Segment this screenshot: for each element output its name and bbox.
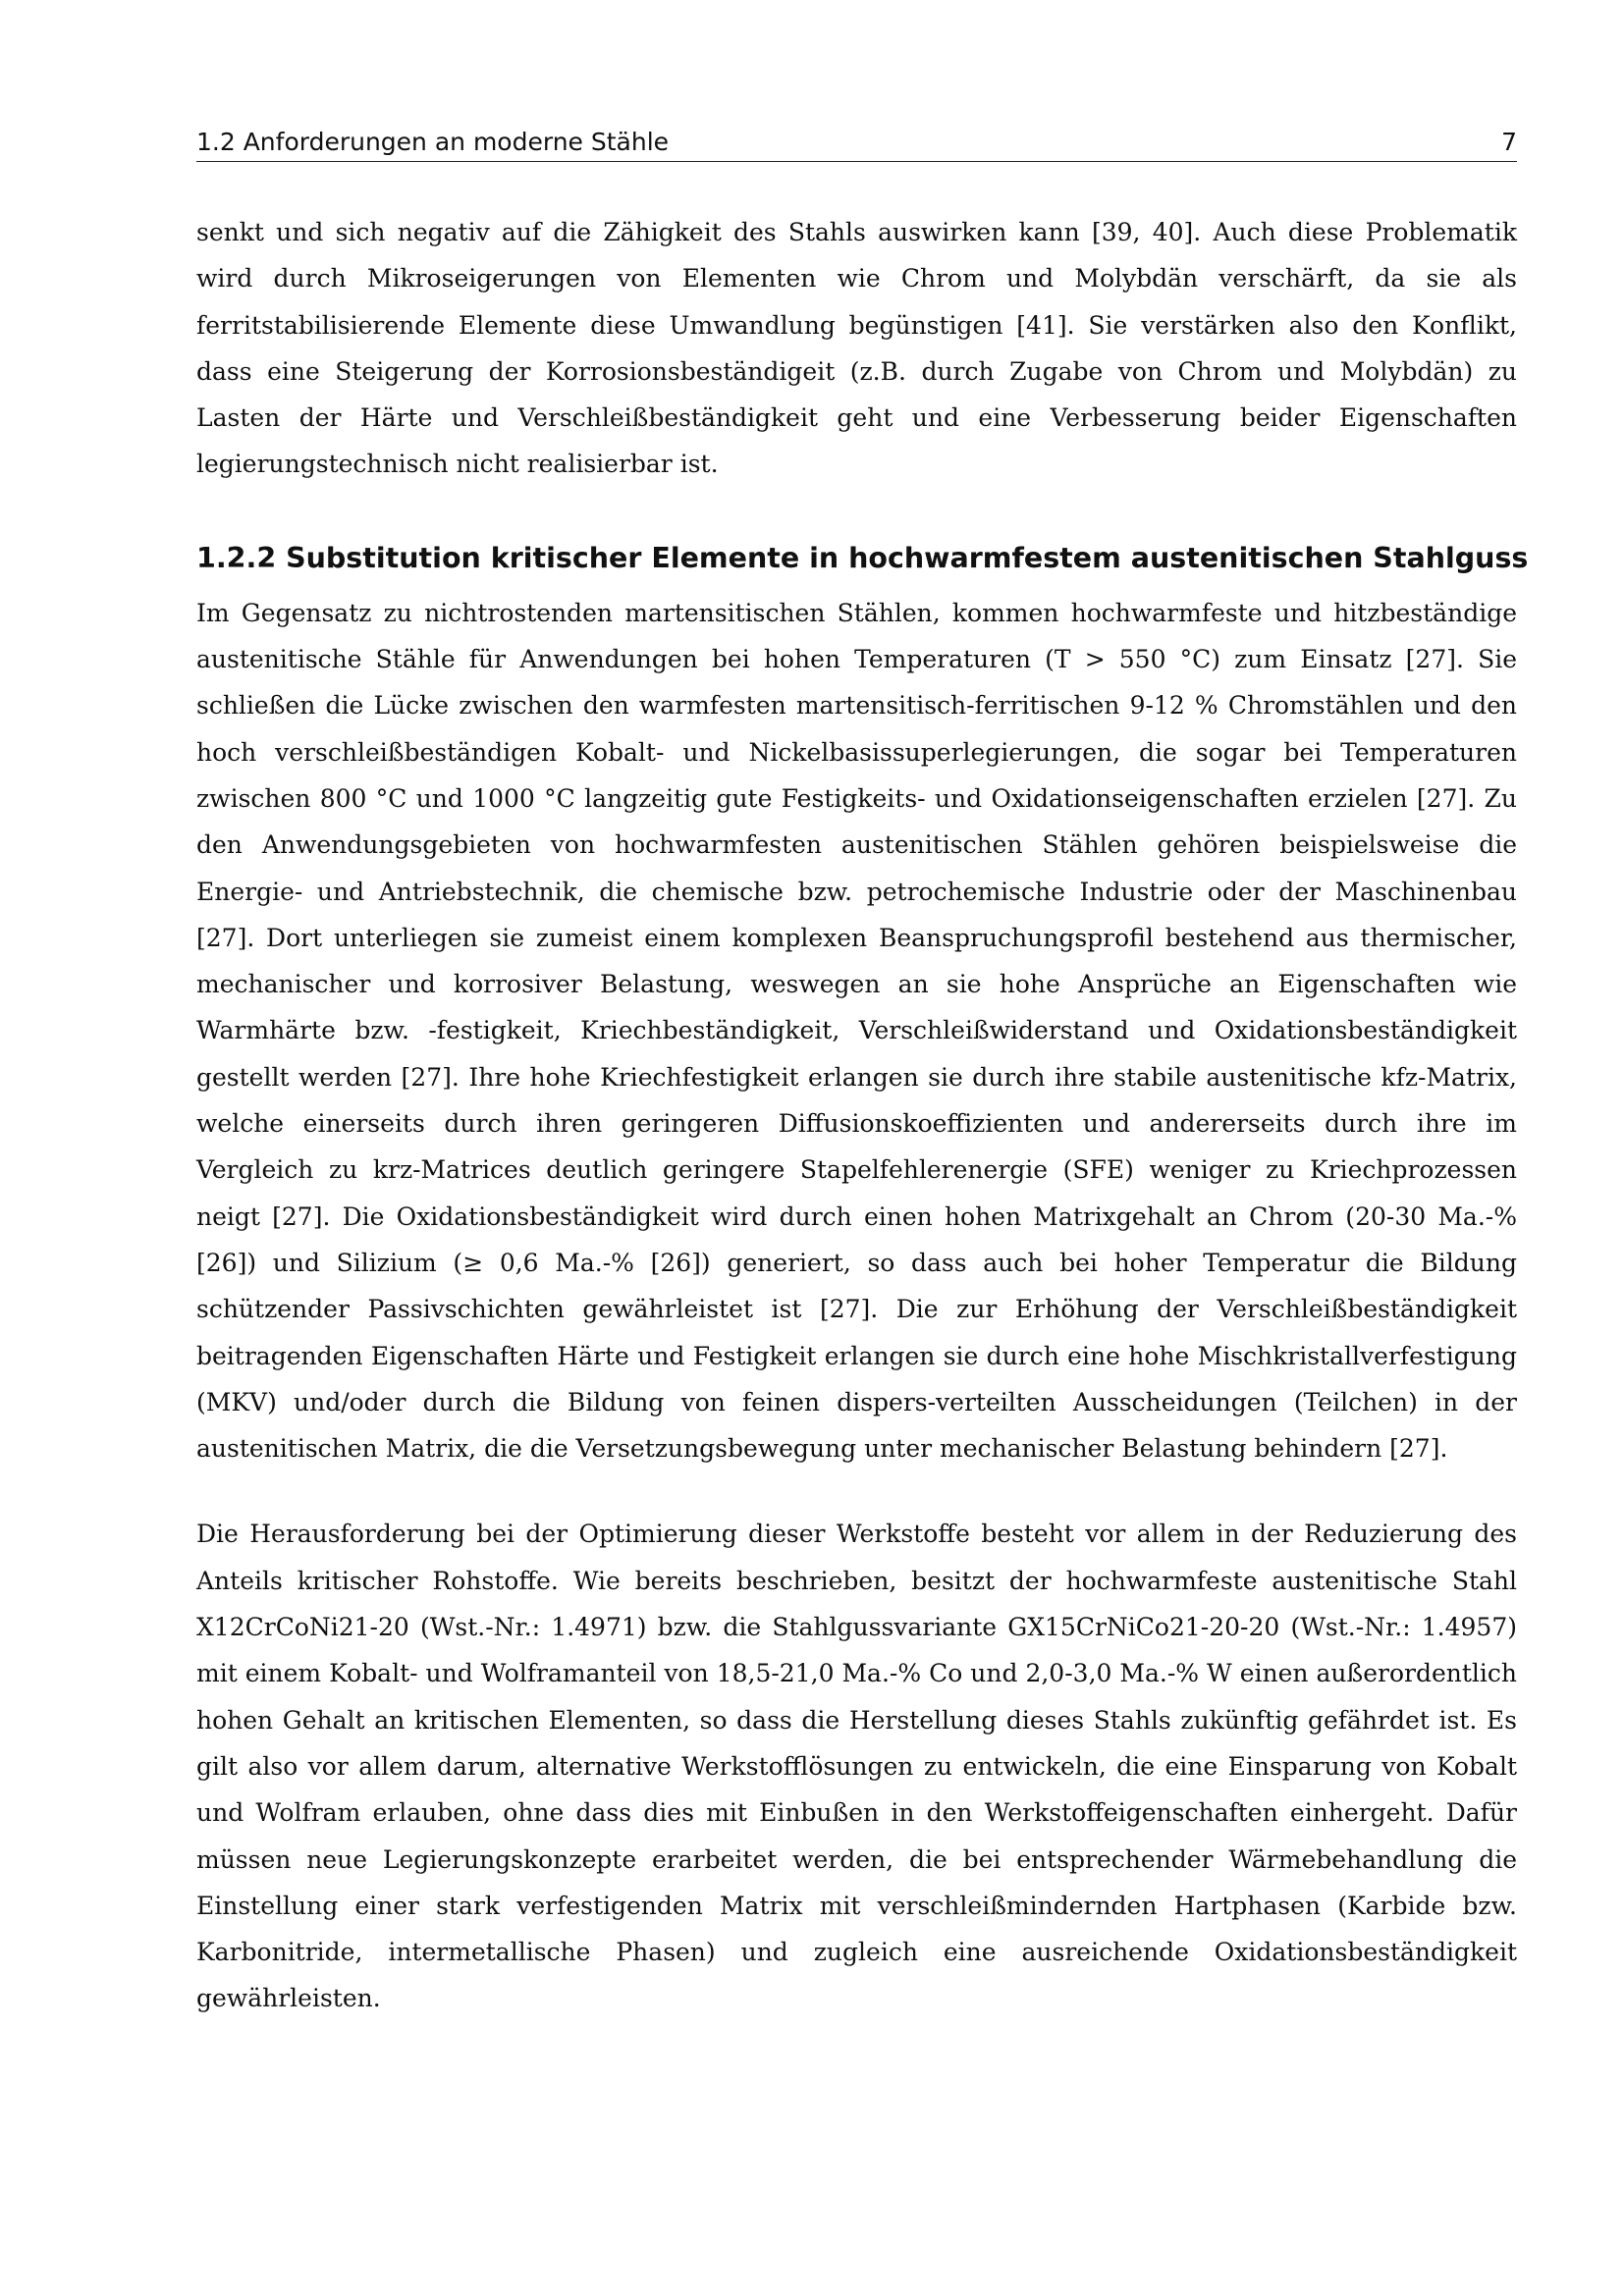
paragraph-section-1: Im Gegensatz zu nichtrostenden martensitischen Stählen, kommen hochwarmfeste und hitzbeständige austenitische Stähle für Anwendungen bei hohen Temperaturen (T > 550 °C) zum Einsatz [27]. Sie schließen die Lücke zwischen den warmfesten martensitisch-ferritischen 9-12 % Chromstählen und den hoch verschleißbeständigen Kobalt- und Nickelbasissuperlegierungen, die sogar bei Temperaturen zwischen 800 °C und 1000 °C langzeitig gute Festigkeits- und Oxidationseigenschaften erzielen [27]. Zu den Anwendungsgebieten von hochwarmfesten austenitischen Stählen gehören beispielsweise die Energie- und Antriebstechnik, die chemische bzw. petrochemische Industrie oder der Maschinenbau [27]. Dort unterliegen sie zumeist einem komplexen Beanspruchungsprofil bestehend aus thermischer, mechanischer und korrosiver Belastung, weswegen an sie hohe Ansprüche an Eigenschaften wie Warmhärte bzw. -festigkeit, Kriechbeständigkeit, Verschleißwiderstand und Oxidationsbeständigkeit gestellt werden [27]. Ihre hohe Kriechfestigkeit erlangen sie durch ihre stabile austenitische kfz-Matrix, welche einerseits durch ihren geringeren Diffusionskoeffizienten und andererseits durch ihre im Vergleich zu krz-Matrices deutlich geringere Stapelfehlerenergie (SFE) weniger zu Kriechprozessen neigt [27]. Die Oxidationsbeständigkeit wird durch einen hohen Matrixgehalt an Chrom (20-30 Ma.-% [26]) und Silizium (≥ 0,6 Ma.-% [26]) generiert, so dass auch bei hoher Temperatur die Bildung schützender Passivschichten gewährleistet ist [27]. Die zur Erhöhung der Verschleißbeständigkeit beitragenden Eigenschaften Härte und Festigkeit erlangen sie durch eine hohe Mischkristallverfestigung (MKV) und/oder durch die Bildung von feinen dispers-verteilten Ausscheidungen (Teilchen) in der austenitischen Matrix, die die Versetzungsbewegung unter mechanischer Belastung behindern [27]. (196, 598, 1517, 1464)
running-header-section: 1.2 Anforderungen an moderne Stähle (196, 128, 670, 156)
page (196, 126, 1529, 2022)
page-number: 7 (1501, 128, 1517, 156)
paragraph-intro: senkt und sich negativ auf die Zähigkeit des Stahls auswirken kann [39, 40]. Auch diese Problematik wird durch Mikroseigerungen von Elementen wie Chrom und Molybdän verschärft, da sie als ferritstabilisierende Elemente diese Umwandlung begünstigen [41]. Sie verstärken also den Konflikt, dass eine Steigerung der Korrosionsbeständigeit (z.B. durch Zugabe von Chrom und Molybdän) zu Lasten der Härte und Verschleißbeständigkeit geht und eine Verbesserung beider Eigenschaften legierungstechnisch nicht realisierbar ist. (196, 218, 1517, 479)
paragraph-section-2: Die Herausforderung bei der Optimierung dieser Werkstoffe besteht vor allem in der Reduzierung des Anteils kritischer Rohstoffe. Wie bereits beschrieben, besitzt der hochwarmfeste austenitische Stahl X12CrCoNi21-20 (Wst.-Nr.: 1.4971) bzw. die Stahlgussvariante GX15CrNiCo21-20-20 (Wst.-Nr.: 1.4957) mit einem Kobalt- und Wolframanteil von 18,5-21,0 Ma.-% Co und 2,0-3,0 Ma.-% W einen außerordentlich hohen Gehalt an kritischen Elementen, so dass die Herstellung dieses Stahls zukünftig gefährdet ist. Es gilt also vor allem darum, alternative Werkstofflösungen zu entwickeln, die eine Einsparung von Kobalt und Wolfram erlauben, ohne dass dies mit Einbußen in den Werkstoffeigenschaften einhergeht. Dafür müssen neue Legierungskonzepte erarbeitet werden, die bei entsprechender Wärmebehandlung die Einstellung einer stark verfestigenden Matrix mit verschleißmindernden Hartphasen (Karbide bzw. Karbonitride, intermetallische Phasen) und zugleich eine ausreichende Oxidationsbeständigkeit gewährleisten. (196, 1520, 1517, 2013)
running-header (196, 126, 1517, 162)
section-heading: 1.2.2 Substitution kritischer Elemente in hochwarmfestem austenitischen Stahlguss (196, 541, 1529, 574)
